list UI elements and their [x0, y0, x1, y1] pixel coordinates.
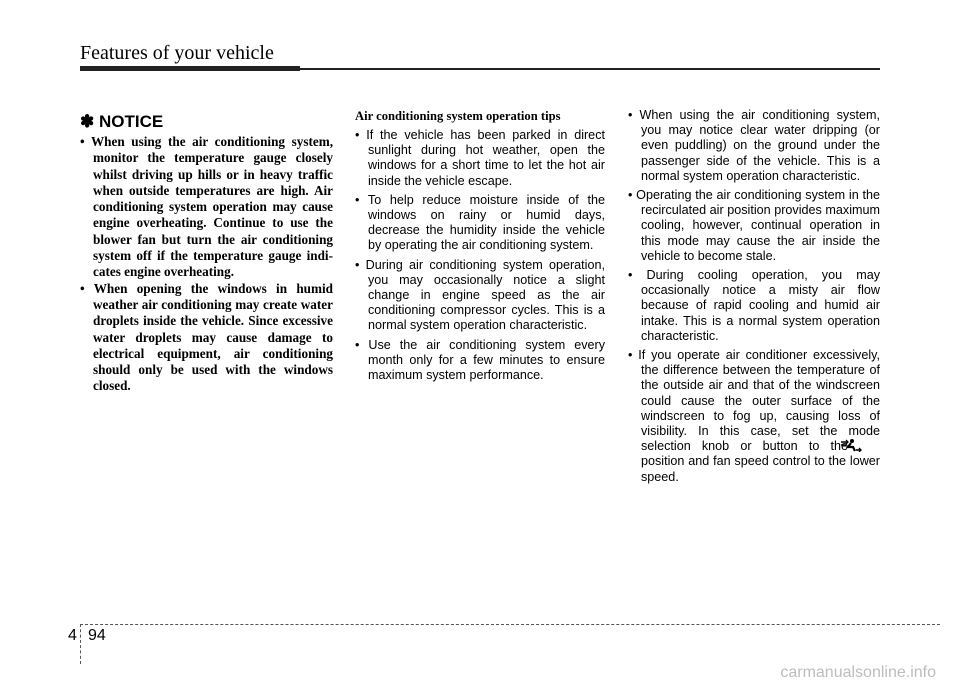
page-header-title: Features of your vehicle: [80, 42, 274, 64]
watermark: carmanualsonline.info: [780, 664, 936, 681]
header-rule-thin: [300, 68, 880, 70]
floor-face-mode-icon: [852, 439, 876, 452]
tip-item: • During air conditioning system operation, you may occasionally notice a slight change in engine speed as the air conditioning compressor cycles. This is a normal system operation characteristic.: [355, 257, 605, 333]
tip-item: • Operating the air conditioning system in the recirculated air position provides maximum cooling, however, continual operation in this mode may cause the air inside the vehicle to become stale.: [628, 188, 880, 263]
header-rule-thick: [80, 66, 300, 71]
notice-title: ✽ NOTICE: [80, 112, 164, 131]
footer-divider: [80, 624, 81, 664]
footer-rule: [80, 624, 940, 625]
tip-item: • Use the air conditioning system every month only for a few minutes to ensure maximum system performance.: [355, 337, 605, 383]
page-number: 94: [88, 627, 106, 644]
tip-text-before-icon: • If you operate air conditioner excessively, the difference between the temperature of the outside air and that of the windscreen could cause the outer surface of the windscreen to fog up, causing loss of visibility. In this case, set the mode selection knob or button to the: [628, 348, 880, 454]
notice-item: • When using the air conditioning system, monitor the temperature gauge closely whilst driving up hills or in heavy traffic when outside temperatures are high. Air conditioning system operation may cause engine overheating. Continue to use the blower fan but turn the air conditioning system off if the temperature gauge indicates engine overheating.: [80, 134, 333, 280]
notice-item: • When opening the windows in humid weather air conditioning may create water droplets inside the vehicle. Since excessive water droplets may cause damage to electrical equipment, air conditioning should only be used with the windows closed.: [80, 280, 333, 394]
tip-item: • If the vehicle has been parked in direct sunlight during hot weather, open the windows for a short time to let the hot air inside the vehicle escape.: [355, 128, 605, 188]
chapter-number: 4: [68, 627, 77, 644]
tip-item: • During cooling operation, you may occasionally notice a misty air flow because of rapid cooling and humid air intake. This is a normal system operation characteristic.: [628, 268, 880, 343]
tip-item-with-icon: [628, 348, 880, 485]
tips-list: [355, 128, 605, 383]
tips-title: Air conditioning system operation tips: [355, 109, 561, 123]
tips-continued-column: [628, 108, 880, 489]
tips-column: [355, 108, 605, 387]
tip-text-after-icon: position and fan speed control to the lower speed.: [641, 454, 880, 484]
notice-column: [80, 108, 333, 395]
tip-item: • To help reduce moisture inside of the windows on rainy or humid days, decrease the humidity inside the vehicle by operating the air conditioning system.: [355, 192, 605, 253]
tip-item: • When using the air conditioning system, you may notice clear water dripping (or even puddling) on the ground under the passenger side of the vehicle. This is a normal system operation characteristic.: [628, 108, 880, 183]
notice-list: [80, 134, 333, 395]
tips-continued-list: [628, 108, 880, 485]
